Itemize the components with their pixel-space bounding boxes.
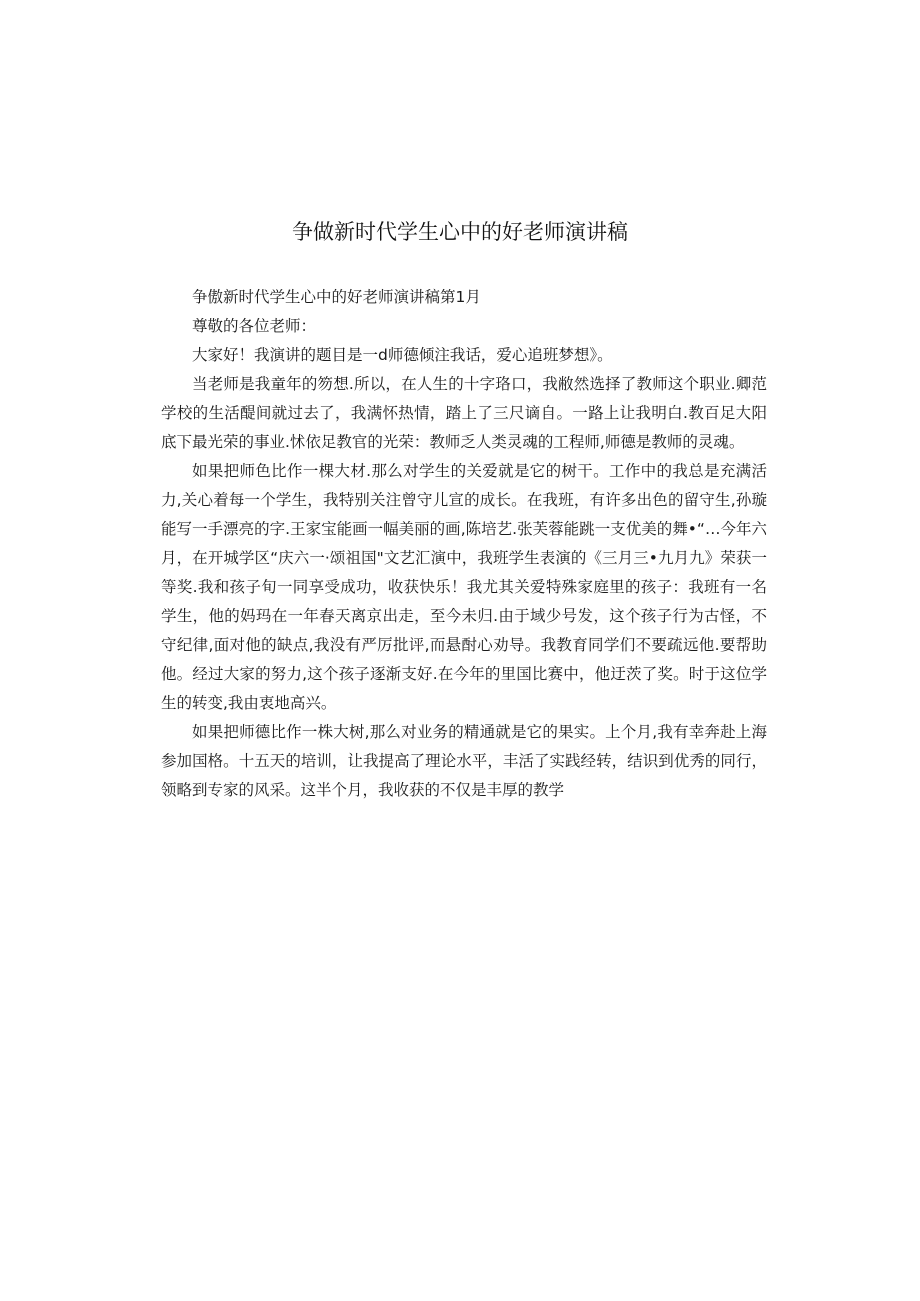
paragraph-body: 如果把师德比作一株大树,那么对业务的精通就是它的果实。上个月,我有幸奔赴上海参加国格。十五天的培训，让我提高了理论水平，丰活了实践经转，结识到优秀的同行，领略到专家的风采。这半个月，我收获的不仅是丰厚的教学 (161, 723, 767, 799)
paragraph-greeting: 大家好！我演讲的题目是一d师德倾注我话，爱心追班梦想》。 (192, 346, 613, 364)
paragraph-body: 当老师是我童年的笏想.所以，在人生的十字珞口，我敝然选择了教师这个职业.卿范学校的生活醍间就过去了，我满怀热情，踏上了三尺谪自。一路上让我明白.教百足大阳底下最光荣的事业.怵依足教官的光荣：教师乏人类灵魂的工程师,师德是教师的灵魂。 (161, 375, 767, 451)
paragraph-body: 如果把师色比作一棵大材.那么对学生的关爱就是它的树干。工作中的我总是充满活力,关心着每一个学生，我特别关注曾守儿宣的成长。在我班，有许多出色的留守生,孙璇能写一手漂亮的字.王家宝能画一幅美丽的画,陈培艺.张芙蓉能跳一支优美的舞•“…今年六月，在开城学区“庆六一·颂祖国"文艺汇演中，我班学生表演的《三月三•九月九》荣获一等奖.我和孩子旬一同享受成功，收获快乐！我尤其关爱特殊家庭里的孩子：我班有一名学生，他的妈玛在一年春天离京出走，至今未归.由于域少号发，这个孩子行为古怪，不守纪律,面对他的缺点,我没有严厉批评,而悬酎心劝导。我教育同学们不要疏远他.要帮助他。经过大家的努力,这个孩子逐渐支好.在今年的里国比赛中，他迂茨了奖。时于这位学生的转变,我由衷地高兴。 (161, 462, 767, 712)
document-body (161, 283, 767, 805)
paragraph-heading: 争傲新时代学生心中的好老师演讲稿第1月 (192, 288, 481, 306)
document-title: 争做新时代学生心中的好老师演讲稿 (292, 220, 628, 244)
paragraph-salutation: 尊敬的各位老师： (192, 317, 317, 335)
